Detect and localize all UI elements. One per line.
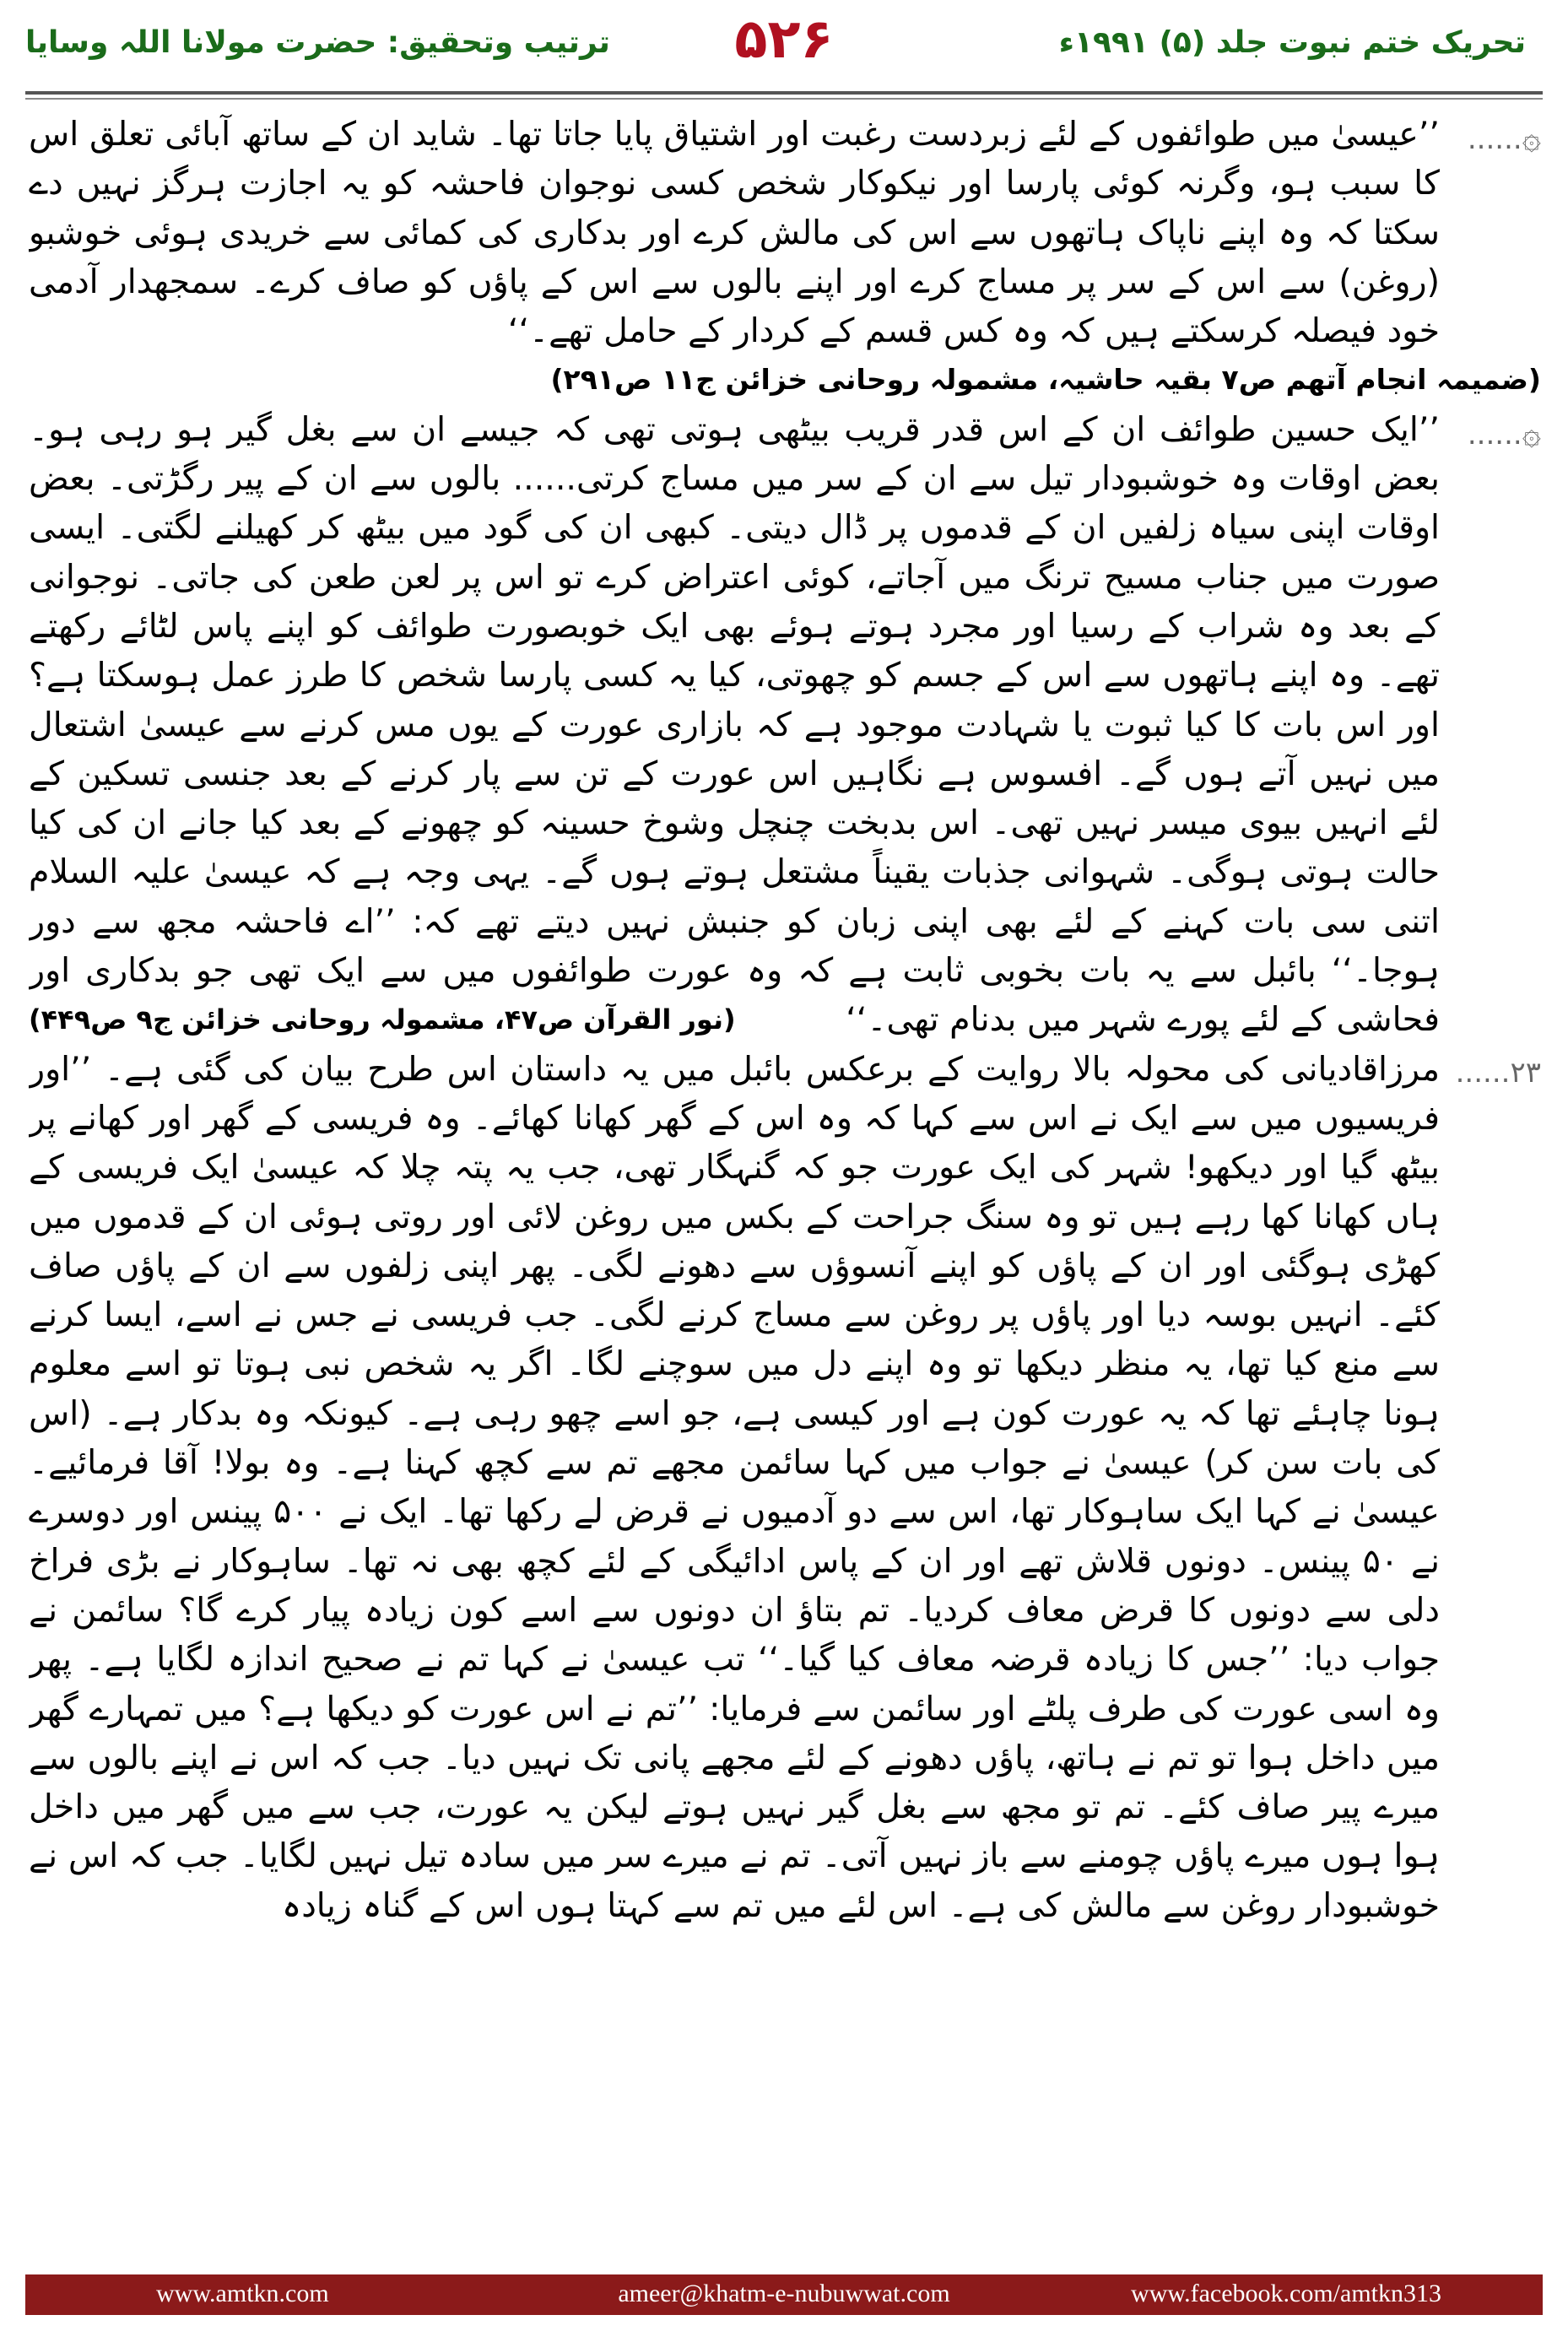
paragraph-text: ’’عیسیٰ میں طوائفوں کے لئے زبردست رغبت اور اشتیاق پایا جاتا تھا۔ شاید ان کے ساتھ آبائی تعلق اس کا سبب ہو، وگرنہ کوئی پارسا اور نیکوکار شخص کسی نوجوان فاحشہ کو یہ اجازت ہرگز نہیں دے سکتا کہ وہ اپنے ناپاک ہاتھوں سے اس کی مالش کرے اور بدکاری کی کمائی سے خریدی ہوئی خوشبو (روغن) سے اس کے سر پر مساج کرے اور اپنے بالوں سے اس کے پاؤں کو صاف کرے۔ سمجھدار آدمی خود فیصلہ کرسکتے ہیں کہ وہ کس قسم کے کردار کے حامل تھے۔‘‘ <box>29 115 1440 351</box>
note-number-marker: ......۲۳ <box>1455 1055 1541 1090</box>
quote-paragraph-2 <box>29 405 1541 1045</box>
header-rule <box>25 91 1543 95</box>
star-marker: ......۞ <box>1467 119 1541 156</box>
quote-paragraph-1 <box>29 110 1541 355</box>
page-number: ۵۲۶ <box>734 8 834 71</box>
citation: (ضمیمہ انجام آتھم ص۷ بقیہ حاشیہ، مشمولہ روحانی خزائن ج۱۱ ص۲۹۱) <box>550 363 1541 397</box>
star-ornament-icon: ۞ <box>1522 119 1541 156</box>
compiler-credit: ترتیب وتحقیق: حضرت مولانا اللہ وسایا <box>25 25 610 60</box>
paragraph-text: مرزاقادیانی کی محولہ بالا روایت کے برعکس بائبل میں یہ داستان اس طرح بیان کی گئی ہے۔ ’’اور فریسیوں میں سے ایک نے اس سے کہا کہ وہ اس کے گھر کھانا کھائے۔ وہ فریسی کے گھر اور کھانے پر بیٹھ گیا اور دیکھو! شہر کی ایک عورت جو کہ گنہگار تھی، جب یہ پتہ چلا کہ عیسیٰ ایک فریسی کے ہاں کھانا کھا رہے ہیں تو وہ سنگ جراحت کے بکس میں روغن لائی اور روتی ہوئی ان کے قدموں میں کھڑی ہوگئی اور ان کے پاؤں کو اپنے آنسوؤں سے دھونے لگی۔ پھر اپنی زلفوں سے ان کے پاؤں صاف کئے۔ انہیں بوسہ دیا اور پاؤں پر روغن سے مساج کرنے لگی۔ جب فریسی نے جس نے اسے، ایسا کرنے سے منع کیا تھا، یہ منظر دیکھا تو وہ اپنے دل میں سوچنے لگا۔ اگر یہ شخص نبی ہوتا تو اسے معلوم ہونا چاہئے تھا کہ یہ عورت کون ہے اور کیسی ہے، جو اسے چھو رہی ہے۔ کیونکہ وہ بدکار ہے۔ (اس کی بات سن کر) عیسیٰ نے جواب میں کہا سائمن مجھے تم سے کچھ کہنا ہے۔ وہ بولا! آقا فرمائیے۔ عیسیٰ نے کہا ایک ساہوکار تھا، اس سے دو آدمیوں نے قرض لے رکھا تھا۔ ایک نے ۵۰۰ پینس اور دوسرے نے ۵۰ پینس۔ دونوں قلاش تھے اور ان کے پاس ادائیگی کے لئے کچھ بھی نہ تھا۔ ساہوکار نے بڑی فراخ دلی سے دونوں کا قرض معاف کردیا۔ تم بتاؤ ان دونوں سے اسے کون زیادہ پیار کرے گا؟ سائمن نے جواب دیا: ’’جس کا زیادہ قرضہ معاف کیا گیا۔‘‘ تب عیسیٰ نے کہا تم نے صحیح اندازہ لگایا ہے۔ پھر وہ اسی عورت کی طرف پلٹے اور سائمن سے فرمایا: ’’تم نے اس عورت کو دیکھا ہے؟ میں تمہارے گھر میں داخل ہوا تو تم نے ہاتھ، پاؤں دھونے کے لئے مجھے پانی تک نہیں دیا۔ جب کہ اس نے اپنے بالوں سے میرے پیر صاف کئے۔ تم تو مجھ سے بغل گیر نہیں ہوتے لیکن یہ عورت، جب سے میں گھر میں داخل ہوا ہوں میرے پاؤں چومنے سے باز نہیں آتی۔ تم نے میرے سر میں سادہ تیل نہیں لگایا۔ جب کہ اس نے خوشبودار روغن سے مالش کی ہے۔ اس لئے میں تم سے کہتا ہوں اس کے گناہ زیادہ <box>29 1049 1440 1925</box>
page-header <box>0 0 1568 101</box>
page-footer <box>25 2274 1543 2315</box>
page-body <box>29 110 1541 2258</box>
note-number: ۲۳ <box>1510 1055 1541 1090</box>
star-ornament-icon: ۞ <box>1522 414 1541 452</box>
header-rule-thin <box>25 98 1543 100</box>
citation: (نور القرآن ص۴۷، مشمولہ روحانی خزائن ج۹ ص۴۴۹) <box>29 1003 736 1036</box>
footer-website-link[interactable]: www.amtkn.com <box>156 2280 329 2307</box>
note-paragraph-23 <box>29 1045 1541 1930</box>
footer-facebook-link[interactable]: www.facebook.com/amtkn313 <box>1131 2280 1441 2307</box>
footer-email[interactable]: ameer@khatm-e-nubuwwat.com <box>618 2280 950 2307</box>
star-marker: ......۞ <box>1467 414 1541 452</box>
book-title: تحریک ختم نبوت جلد (۵) ۱۹۹۱ء <box>1058 25 1526 60</box>
paragraph-text: ’’ایک حسین طوائف ان کے اس قدر قریب بیٹھی ہوتی تھی کہ جیسے ان سے بغل گیر ہو رہی ہو۔ بعض اوقات وہ خوشبودار تیل سے ان کے سر میں مساج کرتی...... بالوں سے ان کے پیر رگڑتی۔ بعض اوقات اپنی سیاہ زلفیں ان کے قدموں پر ڈال دیتی۔ کبھی ان کی گود میں بیٹھ کر کھیلنے لگتی۔ ایسی صورت میں جناب مسیح ترنگ میں آجاتے، کوئی اعتراض کرے تو اس پر لعن طعن کی جاتی۔ نوجوانی کے بعد وہ شراب کے رسیا اور مجرد ہوتے ہوئے بھی ایک خوبصورت طوائف کو اپنے پاس لٹائے رکھتے تھے۔ وہ اپنے ہاتھوں سے اس کے جسم کو چھوتی، کیا یہ کسی پارسا شخص کا طرز عمل ہوسکتا ہے؟ اور اس بات کا کیا ثبوت یا شہادت موجود ہے کہ بازاری عورت کے یوں مس کرنے سے عیسیٰ اشتعال میں نہیں آتے ہوں گے۔ افسوس ہے نگاہیں اس عورت کے تن سے پار کرنے کے بعد جنسی تسکین کے لئے انہیں بیوی میسر نہیں تھی۔ اس بدبخت چنچل وشوخ حسینہ کو چھونے کے بعد کیا جانے ان کی کیا حالت ہوتی ہوگی۔ شہوانی جذبات یقیناً مشتعل ہوتے ہوں گے۔ یہی وجہ ہے کہ عیسیٰ علیہ السلام اتنی سی بات کہنے کے لئے بھی اپنی زبان کو جنبش نہیں دیتے تھے کہ: ’’اے فاحشہ مجھ سے دور ہوجا۔‘‘ بائبل سے یہ بات بخوبی ثابت ہے کہ وہ عورت طوائفوں میں سے ایک تھی جو بدکاری اور فحاشی کے لئے پورے شہر میں بدنام تھی۔‘‘ <box>29 409 1440 1040</box>
